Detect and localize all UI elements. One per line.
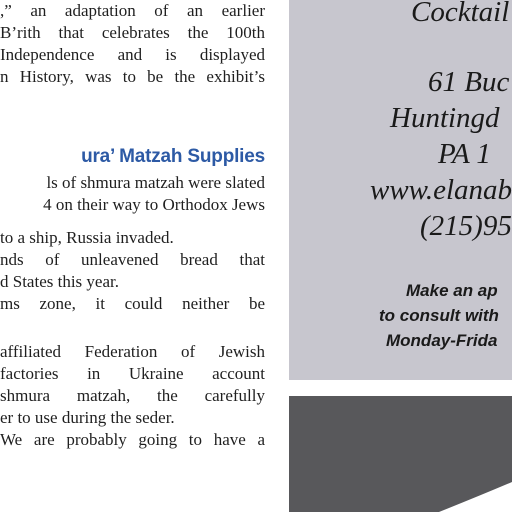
text-line: er to use during the seder. (0, 408, 175, 427)
article-intro-paragraph (0, 0, 265, 88)
text-line: We are probably going to have a (0, 430, 265, 449)
text-line: nds of unleavened bread that (0, 250, 265, 269)
text-line: B’rith that celebrates the 100th (0, 23, 265, 42)
ad-cta-line: Monday-Frida (386, 331, 498, 350)
ad-cta-line: Make an ap (406, 281, 498, 300)
text-line: ,” an adaptation of an earlier (0, 1, 265, 20)
swoosh-shape (439, 482, 512, 512)
ad-website[interactable]: www.elanab (370, 174, 512, 206)
text-line: affiliated Federation of Jewish (0, 342, 265, 361)
ad-address-state: PA 1 (438, 138, 491, 170)
text-line: d States this year. (0, 272, 119, 291)
ad-title: Cocktail (411, 0, 510, 28)
text-line: Independence and is displayed (0, 45, 265, 64)
text-line: ls of shmura matzah were slated (46, 173, 265, 192)
ad-address-street: 61 Buc (428, 66, 510, 98)
ad-address-city: Huntingd (390, 102, 500, 134)
paragraph-gap (0, 315, 265, 341)
paragraph-gap (0, 216, 265, 227)
text-line: ms zone, it could neither be (0, 294, 265, 313)
text-line: 4 on their way to Orthodox Jews (43, 195, 265, 214)
advertisement-panel (289, 0, 512, 380)
ad-cta-line: to consult with (379, 306, 499, 325)
ad-phone[interactable]: (215)95 (420, 210, 512, 242)
article-section-paragraph (0, 172, 265, 451)
text-line: to a ship, Russia invaded. (0, 228, 174, 247)
decorative-swoosh (289, 396, 512, 512)
text-line: n History, was to be the exhibit’s (0, 67, 265, 86)
dark-banner (289, 396, 512, 512)
text-line: shmura matzah, the carefully (0, 386, 265, 405)
section-heading: ura’ Matzah Supplies (81, 146, 265, 167)
text-line: factories in Ukraine account (0, 364, 265, 383)
